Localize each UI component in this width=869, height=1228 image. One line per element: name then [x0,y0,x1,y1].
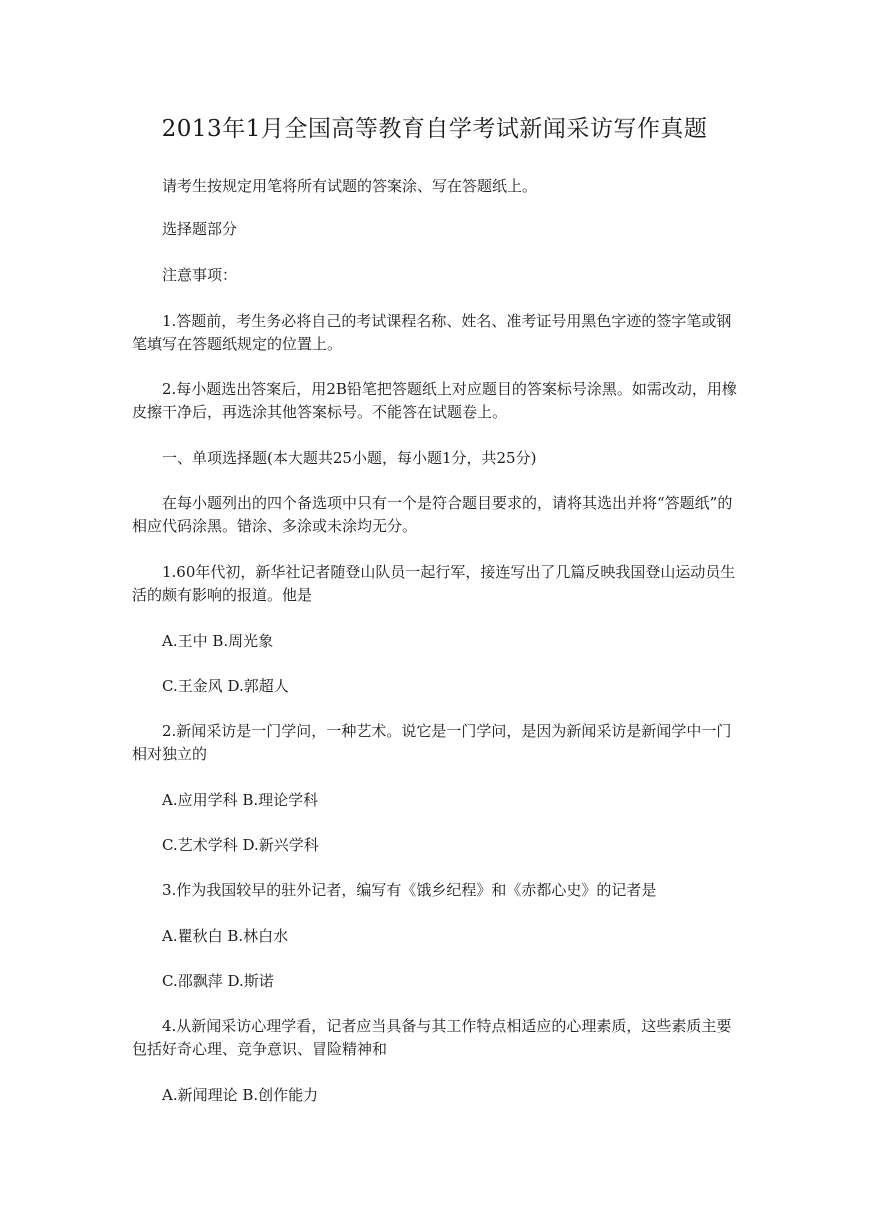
question-2: 2.新闻采访是一门学问，一种艺术。说它是一门学问，是因为新闻采访是新闻学中一门相对独立的 [132,722,732,763]
document-title: 2013年1月全国高等教育自学考试新闻采访写作真题 [161,116,708,142]
paragraph-part-one-heading: 一、单项选择题(本大题共25小题，每小题1分，共25分) [162,449,537,467]
question-1: 1.60年代初，新华社记者随登山队员一起行军，接连写出了几篇反映我国登山运动员生活的颇有影响的报道。他是 [132,563,736,604]
question-4-options-ab: A.新闻理论 B.创作能力 [162,1086,319,1104]
paragraph-notice-1: 1.答题前，考生务必将自己的考试课程名称、姓名、准考证号用黑色字迹的签字笔或钢笔填写在答题纸规定的位置上。 [132,312,732,353]
question-1-options-cd: C.王金风 D.郭超人 [162,677,289,695]
question-1-options-ab: A.王中 B.周光象 [162,632,274,650]
question-2-options-cd: C.艺术学科 D.新兴学科 [162,836,319,854]
paragraph-instruction: 请考生按规定用笔将所有试题的答案涂、写在答题纸上。 [162,177,538,195]
question-3: 3.作为我国较早的驻外记者，编写有《饿乡纪程》和《赤都心史》的记者是 [162,881,657,899]
paragraph-notice-2: 2.每小题选出答案后，用2B铅笔把答题纸上对应题目的答案标号涂黑。如需改动，用橡皮擦干净后，再选涂其他答案标号。不能答在试题卷上。 [132,380,737,421]
question-2-options-ab: A.应用学科 B.理论学科 [162,791,319,809]
paragraph-notice-heading: 注意事项： [162,266,238,284]
question-3-options-ab: A.瞿秋白 B.林白水 [162,927,289,945]
question-3-options-cd: C.邵飘萍 D.斯诺 [162,972,274,990]
paragraph-section-heading: 选择题部分 [162,220,238,238]
question-4: 4.从新闻采访心理学看，记者应当具备与其工作特点相适应的心理素质，这些素质主要包括好奇心理、竞争意识、冒险精神和 [132,1017,732,1058]
paragraph-part-one-instruction: 在每小题列出的四个备选项中只有一个是符合题目要求的，请将其选出并将“答题纸”的相应代码涂黑。错涂、多涂或未涂均无分。 [132,494,733,535]
